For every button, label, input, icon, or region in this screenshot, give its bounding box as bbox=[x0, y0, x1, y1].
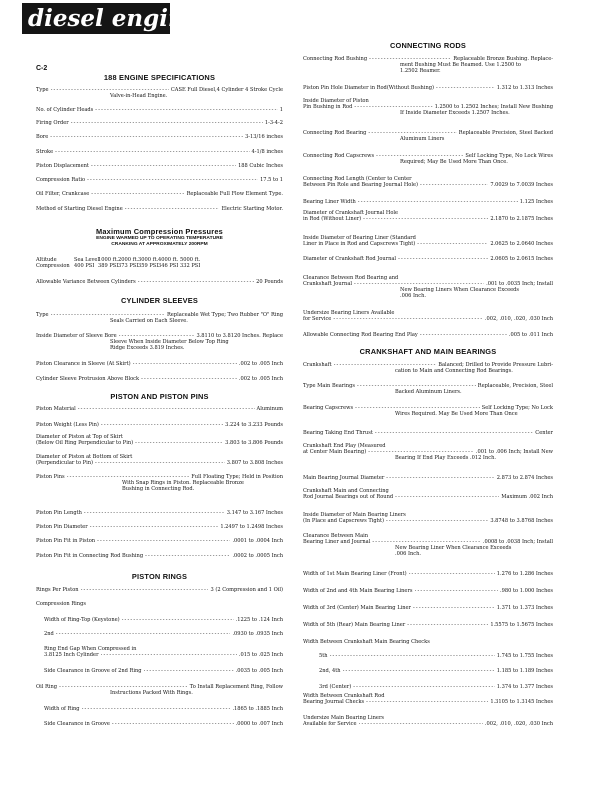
altitude-value: Sea Level bbox=[74, 257, 100, 263]
conrod-row-cont: If Inside Diameter Exceeds 1.2507 Inches. bbox=[400, 110, 510, 116]
specs-title: 188 ENGINE SPECIFICATIONS bbox=[103, 73, 216, 82]
leader-dashes bbox=[82, 706, 231, 712]
spec-value: 1.185 to 1.189 Inches bbox=[496, 668, 553, 674]
leader-dashes bbox=[420, 182, 488, 188]
page-number: C-2 bbox=[36, 65, 48, 72]
conrod-row-cont: Aluminum Liners bbox=[400, 136, 445, 142]
spec-value: 1.374 to 1.377 Inches bbox=[496, 684, 553, 690]
piston-row bbox=[36, 406, 283, 412]
spec-label: Bearing Capscrews bbox=[303, 405, 354, 411]
spec-value: 3 (2 Compression and 1 Oil) bbox=[210, 587, 283, 593]
spec-value: 3.8748 to 3.8768 Inches bbox=[490, 518, 553, 524]
oil-ring-row bbox=[44, 721, 283, 727]
spec-label: 3rd (Center) bbox=[319, 684, 352, 690]
spec-label: Liner in Place in Rod and Capscrews Tight) bbox=[303, 241, 416, 247]
spec-value: 1.745 to 1.755 Inches bbox=[496, 653, 553, 659]
rings-title: PISTON RINGS bbox=[131, 572, 188, 581]
comp-ring-row bbox=[44, 668, 283, 674]
spec-label: Compression Ratio bbox=[36, 177, 86, 183]
crank-row-label-line1: Inside Diameter of Main Bearing Liners bbox=[303, 512, 406, 518]
altitude-value: 5000 ft. bbox=[180, 257, 201, 263]
conrod-row bbox=[303, 316, 553, 322]
leader-dashes bbox=[71, 120, 263, 126]
spec-value: .0930 to .0935 Inch bbox=[232, 631, 283, 637]
check-row bbox=[319, 684, 553, 690]
leader-dashes bbox=[141, 376, 237, 382]
sleeve-row bbox=[36, 376, 283, 382]
spec-value: 1.371 to 1.373 Inches bbox=[496, 605, 553, 611]
spec-label: Piston Material bbox=[36, 406, 76, 412]
spec-label: Main Bearing Journal Diameter bbox=[303, 475, 385, 481]
spec-label: Piston Pin Length bbox=[36, 510, 82, 516]
piston-row bbox=[36, 553, 283, 559]
leader-dashes bbox=[415, 588, 499, 594]
compression-title: Maximum Compression Pressures bbox=[96, 227, 223, 236]
leader-dashes bbox=[386, 475, 495, 481]
leader-dashes bbox=[395, 494, 499, 500]
piston-row bbox=[36, 538, 283, 544]
conrods-title: CONNECTING RODS bbox=[389, 41, 467, 50]
spec-label: Connecting Rod Capscrews bbox=[303, 153, 375, 159]
check-row bbox=[319, 668, 553, 674]
leader-dashes bbox=[145, 553, 230, 559]
spec-value: Replaceable, Precision, Steel bbox=[477, 383, 553, 389]
spec-label: Allowable Connecting Rod Bearing End Play bbox=[303, 332, 418, 338]
leader-dashes bbox=[420, 332, 507, 338]
spec-label: Side Clearance in Groove bbox=[44, 721, 110, 727]
compression-value: 359 PSI bbox=[138, 263, 159, 269]
spec-label: Bearing Liner Width bbox=[303, 199, 356, 205]
spec-label: 3.8125 Inch Cylinder bbox=[44, 652, 99, 658]
piston-row-cont2: Bushing in Connecting Rod. bbox=[122, 486, 195, 492]
spec-label: Rings Per Piston bbox=[36, 587, 79, 593]
leader-dashes bbox=[112, 721, 234, 727]
conrod-row-cont2: .006 Inch. bbox=[400, 293, 427, 299]
spec-label: Type bbox=[36, 87, 49, 93]
leader-dashes bbox=[78, 406, 255, 412]
spec-label: Connecting Rod Bushing bbox=[303, 56, 368, 62]
spec-value: .1865 to .1885 Inch bbox=[232, 706, 283, 712]
leader-dashes bbox=[407, 622, 488, 628]
spec-value: CASE Full Diesel,4 Cylinder 4 Stroke Cycle bbox=[170, 87, 283, 93]
spec-label: (Perpendicular to Pin) bbox=[36, 460, 93, 466]
leader-dashes bbox=[144, 668, 234, 674]
altitude-value: 4000 ft. bbox=[158, 257, 179, 263]
conrod-row bbox=[303, 199, 553, 205]
piston-row-label-line1: Diameter of Piston at Bottom of Skirt bbox=[36, 454, 133, 460]
pistons-title: PISTON AND PISTON PINS bbox=[110, 392, 209, 401]
spec-row bbox=[36, 163, 283, 169]
spec-label: Rod Journal Bearings out of Round bbox=[303, 494, 394, 500]
spec-value: Replaceable Bronze Bushing. Replace- bbox=[453, 56, 553, 62]
crank-row-label-line1: Clearance Between Main bbox=[303, 533, 369, 539]
spec-label: No. of Cylinder Heads bbox=[36, 107, 94, 113]
crank-row bbox=[303, 494, 553, 500]
spec-value: .001 to .006 Inch; Install New bbox=[475, 449, 553, 455]
conrod-row bbox=[303, 332, 553, 338]
spec-label: 2nd, 4th bbox=[319, 668, 341, 674]
rings-per-piston-row bbox=[36, 587, 283, 593]
conrod-row-cont: New Bearing Liners When Clearance Exceeds bbox=[400, 287, 520, 293]
altitude-value: 2000 ft. bbox=[118, 257, 139, 263]
spec-value: 3-13/16 inches bbox=[245, 134, 283, 140]
spec-row bbox=[36, 120, 283, 126]
spec-value: Maximum .002 Inch bbox=[501, 494, 553, 500]
spec-label: Cylinder Sleeve Protrusion Above Block bbox=[36, 376, 140, 382]
spec-value: .002 to .005 Inch bbox=[238, 361, 283, 367]
sleeves-title: CYLINDER SLEEVES bbox=[120, 296, 199, 305]
spec-label: Crankshaft bbox=[303, 362, 332, 368]
spec-label: Bearing Journal Checks bbox=[303, 699, 365, 705]
comp-ring-row bbox=[44, 617, 283, 623]
spec-label: Oil Ring bbox=[36, 684, 58, 690]
spec-value: 2.873 to 2.874 Inches bbox=[496, 475, 553, 481]
spec-label: Inside Diameter of Sleeve Bore bbox=[36, 333, 117, 339]
leader-dashes bbox=[125, 206, 220, 212]
leader-dashes bbox=[386, 518, 488, 524]
leader-dashes bbox=[84, 510, 225, 516]
spec-value: .015 to .025 Inch bbox=[238, 652, 283, 658]
spec-label: Stroke bbox=[36, 149, 54, 155]
conrod-row-label-line1: Diameter of Crankshaft Journal Hole bbox=[303, 210, 399, 216]
leader-dashes bbox=[330, 653, 495, 659]
leader-dashes bbox=[50, 134, 243, 140]
oil-ring-row bbox=[44, 706, 283, 712]
spec-value: 1.125 Inches bbox=[519, 199, 553, 205]
crank-row bbox=[303, 605, 553, 611]
compression-rings-label: Compression Rings bbox=[36, 601, 86, 607]
final-row-label-line1: Undersize Main Bearing Liners bbox=[303, 715, 385, 721]
spec-label: Width of Ring bbox=[44, 706, 80, 712]
crank-row-cont: Wires Required. May Be Used More Than Once bbox=[395, 411, 518, 417]
spec-value: 3.224 to 3.233 Pounds bbox=[225, 422, 283, 428]
spec-label: Allowable Variance Between Cylinders bbox=[36, 279, 136, 285]
leader-dashes bbox=[55, 149, 249, 155]
piston-row bbox=[36, 422, 283, 428]
crank-row-cont: Backed Aluminum Liners. bbox=[395, 389, 462, 395]
spec-label: Bearing Taking End Thrust bbox=[303, 430, 373, 436]
spec-row bbox=[36, 191, 283, 197]
spec-label: Width of 2nd and 4th Main Bearing Liners bbox=[303, 588, 413, 594]
spec-label: Pin Bushing in Rod bbox=[303, 104, 353, 110]
spec-value: 3.803 to 3.806 Pounds bbox=[225, 440, 283, 446]
spec-label: Between Pin Role and Bearing Journal Hole) bbox=[303, 182, 418, 188]
compression-value: 346 PSI bbox=[158, 263, 179, 269]
leader-dashes bbox=[90, 524, 219, 530]
spec-label: (In Place and Capscrews Tight) bbox=[303, 518, 384, 524]
check-row bbox=[319, 653, 553, 659]
final-row-label-line1: Width Between Crankshaft Rod bbox=[303, 693, 385, 699]
leader-dashes bbox=[101, 652, 237, 658]
altitude-value: 1000 ft. bbox=[98, 257, 119, 263]
compression-sub1: ENGINE WARMED UP TO OPERATING TEMPERATURE bbox=[96, 236, 223, 241]
conrod-row-cont: Required; May Be Used More Than Once. bbox=[400, 159, 508, 165]
spec-value: Self Locking Type, No Lock Wires bbox=[465, 153, 553, 159]
leader-dashes bbox=[122, 617, 234, 623]
spec-label: 2nd bbox=[44, 631, 54, 637]
spec-value: 2.0625 to 2.0640 Inches bbox=[490, 241, 553, 247]
piston-row bbox=[36, 460, 283, 466]
conrod-row-label-line1: Inside Diameter of Piston bbox=[303, 98, 369, 104]
leader-dashes bbox=[375, 430, 533, 436]
crank-row-cont: cation to Main and Connecting Rod Bearings. bbox=[395, 368, 513, 374]
compression-value: 400 PSI bbox=[74, 263, 95, 269]
leader-dashes bbox=[358, 199, 518, 205]
spec-label: Width of 1st Main Bearing Liner (Front) bbox=[303, 571, 407, 577]
sleeve-row-cont2: Ridge Exceeds 3.819 Inches. bbox=[110, 345, 185, 351]
leader-dashes bbox=[91, 163, 236, 169]
leader-dashes bbox=[138, 279, 254, 285]
conrod-row bbox=[303, 182, 553, 188]
spec-value: Center bbox=[535, 430, 553, 436]
spec-label: for Service bbox=[303, 316, 332, 322]
compression-sub2: CRANKING AT APPROXIMATELY 200RPM bbox=[111, 242, 208, 247]
spec-value: 188 Cubic Inches bbox=[238, 163, 283, 169]
conrod-row bbox=[303, 256, 553, 262]
spec-value: 1.276 to 1.286 Inches bbox=[496, 571, 553, 577]
spec-value: Aluminum bbox=[256, 406, 283, 412]
checks-label: Width Between Crankshaft Main Bearing Checks bbox=[303, 639, 430, 645]
leader-dashes bbox=[91, 191, 184, 197]
spec-value: 1 bbox=[279, 107, 283, 113]
piston-row-cont: With Snap Rings in Piston. Replaceable Bronze bbox=[122, 480, 244, 486]
conrod-row-label-line1: Inside Diameter of Bearing Liner (Standard bbox=[303, 235, 416, 241]
spec-value: .001 to .0035 Inch; Install bbox=[486, 281, 553, 287]
spec-value: 1.5575 to 1.5675 Inches bbox=[490, 622, 553, 628]
leader-dashes bbox=[366, 699, 488, 705]
spec-row bbox=[36, 134, 283, 140]
spec-label: Width of 5th (Rear) Main Bearing Liner bbox=[303, 622, 406, 628]
leader-dashes bbox=[81, 587, 209, 593]
sleeve-row bbox=[36, 361, 283, 367]
leader-dashes bbox=[343, 668, 495, 674]
spec-value: 3.807 to 3.808 Inches bbox=[226, 460, 283, 466]
spec-label: (Below Oil Ring Perpendicular to Pin) bbox=[36, 440, 134, 446]
spec-row bbox=[36, 149, 283, 155]
altitude-value: 3000 ft. bbox=[138, 257, 159, 263]
leader-dashes bbox=[95, 107, 277, 113]
crank-row-label-line1: Crankshaft Main and Connecting bbox=[303, 488, 389, 494]
piston-row bbox=[36, 524, 283, 530]
spec-label: Oil Filter, Crankcase bbox=[36, 191, 90, 197]
spec-row bbox=[36, 177, 283, 183]
spec-value: Replaceable Precision, Steel Backed bbox=[458, 130, 553, 136]
conrod-row-label-line1: Connecting Rod Length (Center to Center bbox=[303, 176, 412, 182]
spec-label: Method of Starting Diesel Engine bbox=[36, 206, 123, 212]
spec-label: in Rod (Without Liner) bbox=[303, 216, 362, 222]
leader-dashes bbox=[398, 256, 488, 262]
spec-value: 1.312 to 1.313 Inches bbox=[496, 85, 553, 91]
spec-label: Type Main Bearings bbox=[303, 383, 355, 389]
spec-label: Bearing Liner and Journal bbox=[303, 539, 371, 545]
conrod-row bbox=[303, 216, 553, 222]
spec-label: Piston Pin Fit in Piston bbox=[36, 538, 96, 544]
leader-dashes bbox=[333, 316, 483, 322]
comp-ring-row-label-line1: Ring End Gap When Compressed in bbox=[44, 646, 137, 652]
leader-dashes bbox=[413, 605, 495, 611]
crank-title: CRANKSHAFT AND MAIN BEARINGS bbox=[359, 347, 497, 356]
spec-label: Side Clearance in Groove of 2nd Ring bbox=[44, 668, 142, 674]
conrod-row-cont: ment Bushing Must Be Reamed. Use 1.2500 to bbox=[400, 62, 521, 68]
spec-label: at Center Main Bearing) bbox=[303, 449, 367, 455]
spec-value: .002 to .005 Inch bbox=[238, 376, 283, 382]
conrod-row bbox=[303, 241, 553, 247]
spec-label: Type bbox=[36, 312, 49, 318]
spec-value: 1.2500 to 1.2502 Inches; Install New Bushing bbox=[434, 104, 553, 110]
spec-value: Electric Starting Motor. bbox=[221, 206, 283, 212]
leader-dashes bbox=[353, 684, 495, 690]
sleeve-row-cont: Sleeve When Inside Diameter Below Top Ring bbox=[110, 339, 229, 345]
spec-label: Piston Displacement bbox=[36, 163, 89, 169]
spec-row-cont: Valve-in-Head Engine. bbox=[110, 93, 168, 99]
spec-value: 1-3-4-2 bbox=[264, 120, 283, 126]
crank-row bbox=[303, 475, 553, 481]
spec-label: Diameter of Crankshaft Rod Journal bbox=[303, 256, 397, 262]
spec-value: 4-1/8 inches bbox=[251, 149, 283, 155]
spec-value: .0000 to .007 Inch bbox=[235, 721, 283, 727]
leader-dashes bbox=[133, 361, 237, 367]
spec-value: Self Locking Type; No Lock bbox=[481, 405, 553, 411]
spec-label: Piston Pin Diameter bbox=[36, 524, 88, 530]
spec-value: 3.8110 to 3.8120 Inches. Replace bbox=[196, 333, 283, 339]
spec-value: .005 to .011 Inch bbox=[508, 332, 553, 338]
spec-value: Replaceable Wet Type; Two Rubber "O" Ring bbox=[166, 312, 283, 318]
conrod-row-label-line1: Undersize Bearing Liners Available bbox=[303, 310, 395, 316]
leader-dashes bbox=[95, 460, 225, 466]
spec-value: 7.0029 to 7.0039 Inches bbox=[490, 182, 553, 188]
spec-value: .0001 to .0004 Inch bbox=[232, 538, 283, 544]
crank-row-cont: Bearing If End Play Exceeds .012 Inch. bbox=[395, 455, 496, 461]
spec-value: 2.0605 to 2.0615 Inches bbox=[490, 256, 553, 262]
leader-dashes bbox=[436, 85, 495, 91]
spec-label: Width of 3rd (Center) Main Bearing Liner bbox=[303, 605, 411, 611]
crank-row bbox=[303, 518, 553, 524]
spec-value: To Install Replacement Ring, Follow bbox=[189, 684, 283, 690]
leader-dashes bbox=[135, 440, 223, 446]
leader-dashes bbox=[101, 422, 223, 428]
leader-dashes bbox=[87, 177, 258, 183]
spec-label: Crankshaft Journal bbox=[303, 281, 352, 287]
piston-row bbox=[36, 440, 283, 446]
leader-dashes bbox=[359, 721, 483, 727]
variance-row bbox=[36, 279, 283, 285]
leader-dashes bbox=[417, 241, 488, 247]
spec-label: Available for Service bbox=[303, 721, 357, 727]
spec-value: Full Floating Type; Held in Position bbox=[191, 474, 283, 480]
crank-row-cont2: .006 Inch. bbox=[395, 551, 422, 557]
compression-value: 373 PSI bbox=[118, 263, 139, 269]
spec-value: .1225 to .124 Inch bbox=[235, 617, 283, 623]
spec-value: .0008 to .0038 Inch; Install bbox=[482, 539, 553, 545]
crank-row bbox=[303, 622, 553, 628]
spec-value: 20 Pounds bbox=[256, 279, 283, 285]
comp-ring-row bbox=[44, 631, 283, 637]
altitude-label: Altitude bbox=[36, 257, 57, 263]
leader-dashes bbox=[56, 631, 231, 637]
spec-label: Firing Order bbox=[36, 120, 69, 126]
compression-label: Compression bbox=[36, 263, 70, 269]
crank-row bbox=[303, 588, 553, 594]
comp-ring-row bbox=[44, 652, 283, 658]
spec-label: Piston Clearance in Sleeve (At Skirt) bbox=[36, 361, 131, 367]
spec-label: Piston Weight (Less Pin) bbox=[36, 422, 99, 428]
spec-value: .002, .010, .020, .030 Inch bbox=[484, 316, 553, 322]
spec-value: .0035 to .005 Inch bbox=[235, 668, 283, 674]
spec-label: Piston Pin Hole Diameter in Rod(Without Bushing) bbox=[303, 85, 434, 91]
leader-dashes bbox=[409, 571, 495, 577]
conrod-row-cont2: 1.2502 Reamer. bbox=[400, 68, 441, 74]
compression-value: 332 PSI bbox=[180, 263, 201, 269]
spec-value: 2.1870 to 2.1875 Inches bbox=[490, 216, 553, 222]
spec-value: Replaceable Full Flow Element Type. bbox=[186, 191, 283, 197]
spec-value: 3.147 to 3.167 Inches bbox=[226, 510, 283, 516]
conrod-row-label-line1: Clearance Between Rod Bearing and bbox=[303, 275, 399, 281]
spec-row bbox=[36, 206, 283, 212]
spec-label: Piston Pin Fit in Connecting Rod Bushing bbox=[36, 553, 144, 559]
spec-label: 5th bbox=[319, 653, 328, 659]
spec-value: .002, .010, .020, .030 Inch bbox=[484, 721, 553, 727]
spec-value: .980 to 1.000 Inches bbox=[500, 588, 553, 594]
final-row bbox=[303, 699, 553, 705]
oil-ring-row-cont: Instructions Packed With Rings. bbox=[110, 690, 193, 696]
spec-label: Bore bbox=[36, 134, 49, 140]
diesel-engine-banner: diesel engine bbox=[22, 3, 170, 34]
spec-value: 1.2497 to 1.2498 Inches bbox=[220, 524, 283, 530]
leader-dashes bbox=[363, 216, 488, 222]
conrod-row bbox=[303, 85, 553, 91]
spec-value: Balanced; Drilled to Provide Pressure Lubri- bbox=[438, 362, 553, 368]
spec-value: 17.5 to 1 bbox=[260, 177, 283, 183]
crank-row-cont: New Bearing Liner When Clearance Exceeds bbox=[395, 545, 512, 551]
spec-label: Piston Pins bbox=[36, 474, 65, 480]
piston-row-label-line1: Diameter of Piston at Top of Skirt bbox=[36, 434, 123, 440]
spec-label: Width of Ring-Top (Keystone) bbox=[44, 617, 120, 623]
sleeve-row-cont: Seals Carried on Each Sleeve. bbox=[110, 318, 188, 324]
crank-row-label-line1: Crankshaft End Play (Measured bbox=[303, 443, 386, 449]
compression-value: 389 PSI bbox=[98, 263, 119, 269]
leader-dashes bbox=[97, 538, 230, 544]
spec-value: 1.3105 to 1.3145 Inches bbox=[490, 699, 553, 705]
final-row bbox=[303, 721, 553, 727]
crank-row bbox=[303, 430, 553, 436]
piston-row bbox=[36, 510, 283, 516]
crank-row bbox=[303, 571, 553, 577]
spec-value: .0002 to .0005 Inch bbox=[232, 553, 283, 559]
spec-row bbox=[36, 107, 283, 113]
spec-label: Connecting Rod Bearing bbox=[303, 130, 367, 136]
